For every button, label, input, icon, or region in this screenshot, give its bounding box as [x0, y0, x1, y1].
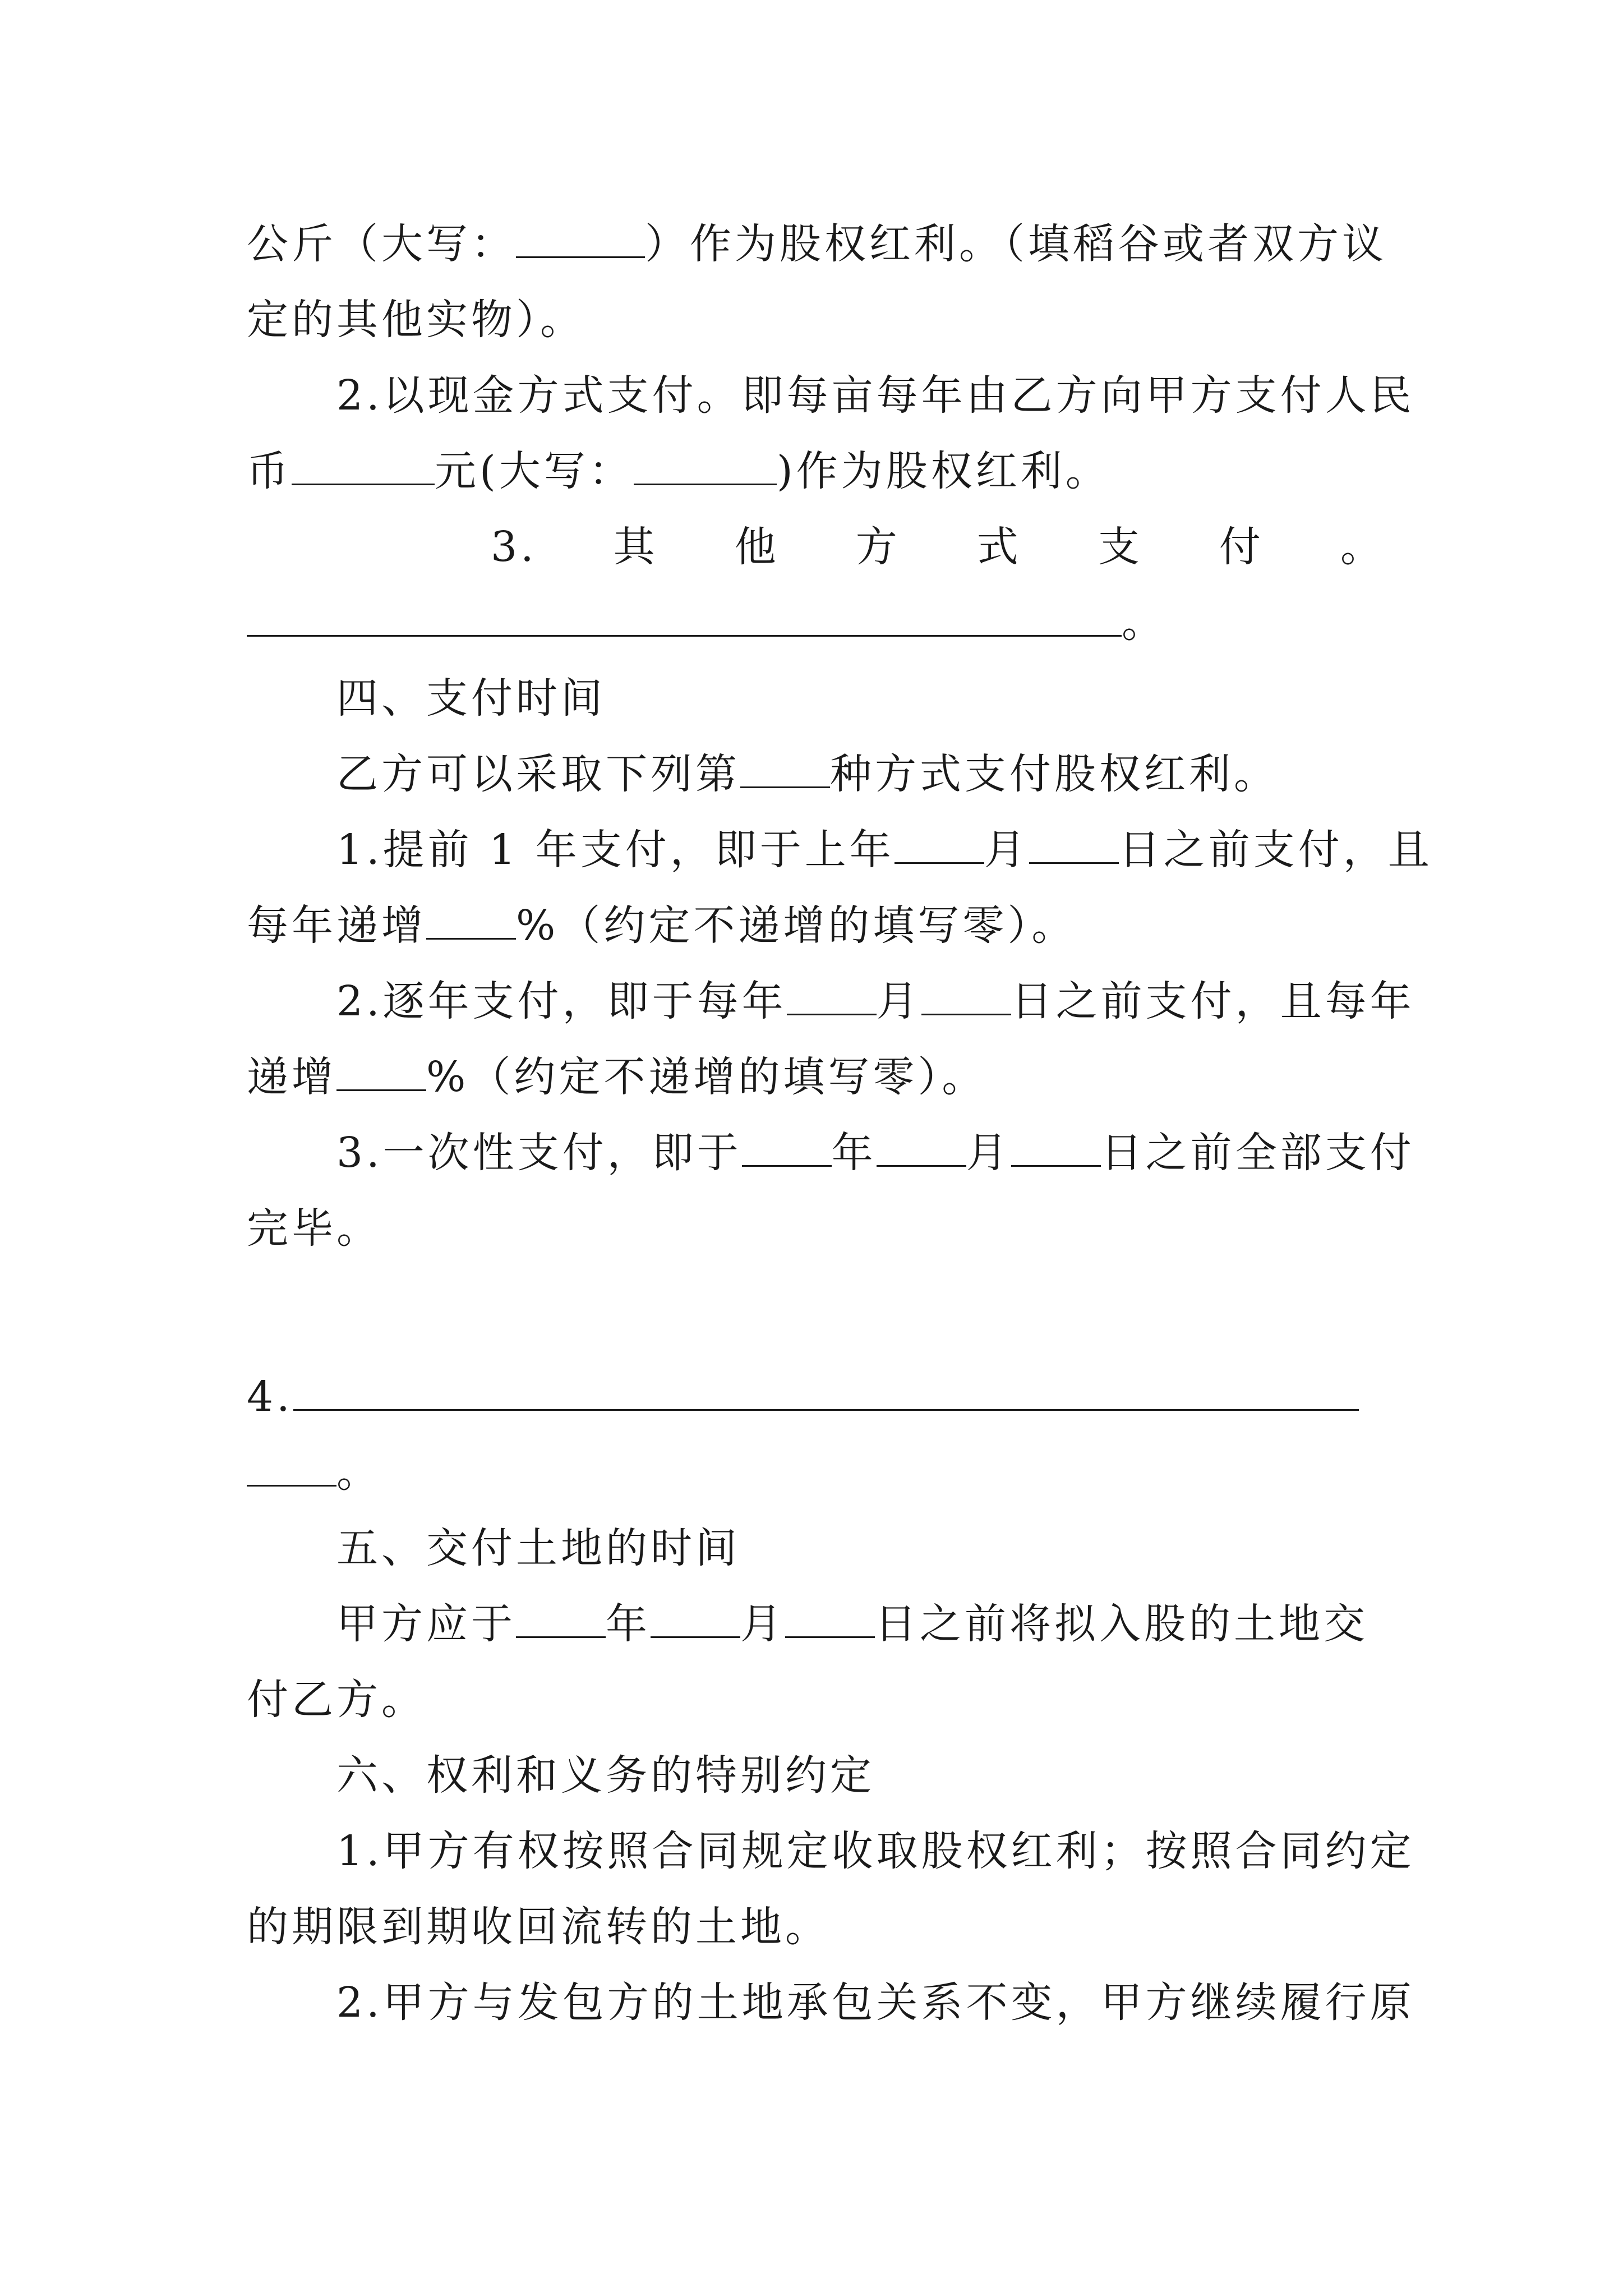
fill-blank: [921, 974, 1011, 1015]
fill-blank: [1011, 1126, 1101, 1167]
text-segment: 4.: [247, 1373, 293, 1421]
text-line-23: 2.甲方与发包方的土地承包关系不变，甲方继续履行原: [336, 1978, 1415, 2027]
text-segment: 2.逐年支付，即于每年: [336, 977, 787, 1025]
fill-blank: [247, 1446, 336, 1487]
text-line-18: [247, 1596, 1385, 1652]
fill-blank-long: [247, 596, 1122, 637]
fill-blank: [516, 217, 645, 258]
spread-char: 方: [855, 523, 901, 571]
text-segment: 元(大写：: [435, 447, 634, 495]
text-line-5-spread: [247, 519, 1385, 575]
text-line-15: [247, 1369, 1385, 1425]
fill-blank: [742, 1126, 832, 1167]
text-segment: ）作为股权红利。（填稻谷或者双方议: [645, 220, 1387, 268]
text-line-8: [247, 746, 1385, 802]
text-segment: 月: [984, 826, 1029, 874]
text-segment: 甲方应于: [336, 1600, 516, 1648]
text-line-16: [247, 1444, 1385, 1501]
text-segment: 日之前将拟入股的土地交: [875, 1600, 1368, 1648]
fill-blank: [895, 823, 984, 864]
spread-char: 3.: [491, 523, 537, 571]
fill-blank: [426, 899, 516, 940]
text-segment: 乙方可以采取下列第: [336, 750, 740, 798]
text-segment: 币: [247, 447, 292, 495]
text-line-6: [247, 595, 1385, 651]
text-segment: 日之前全部支付: [1100, 1129, 1415, 1177]
spread-char: 其: [613, 523, 658, 571]
fill-blank: [634, 444, 777, 485]
text-line-11: [247, 973, 1415, 1029]
spread-char: 。: [1340, 523, 1385, 571]
text-segment: 种方式支付股权红利。: [830, 750, 1279, 798]
text-segment: 。: [336, 1448, 381, 1497]
text-segment: 日之前支付，且每年: [1011, 977, 1415, 1025]
fill-blank: [651, 1597, 740, 1638]
fill-blank: [516, 1597, 606, 1638]
spread-char: 付: [1219, 523, 1264, 571]
text-line-9: [247, 822, 1433, 878]
text-line-13: [247, 1125, 1415, 1181]
text-line-2: 定的其他实物）。: [247, 296, 585, 344]
text-line-14: 完毕。: [247, 1204, 381, 1253]
section-heading-payment-time: 四、支付时间: [336, 674, 606, 723]
text-segment: 3.一次性支付，即于: [336, 1129, 742, 1177]
text-segment: 年: [831, 1129, 877, 1177]
section-heading-rights-obligations: 六、权利和义务的特别约定: [336, 1751, 875, 1800]
text-line-1: [247, 216, 1385, 272]
text-segment: 公斤（大写：: [247, 220, 516, 268]
text-segment: 递增: [247, 1053, 336, 1101]
text-segment: )作为股权红利。: [776, 447, 1110, 495]
text-segment: 月: [966, 1129, 1011, 1177]
text-segment: 月: [740, 1600, 785, 1648]
fill-blank: [787, 974, 877, 1015]
text-segment: 。: [1122, 599, 1166, 647]
fill-blank: [877, 1126, 966, 1167]
fill-blank: [740, 747, 830, 788]
text-line-22: 的期限到期收回流转的土地。: [247, 1903, 830, 1951]
fill-blank: [785, 1597, 875, 1638]
text-line-4: [247, 443, 1385, 499]
text-line-10: [247, 898, 1385, 954]
fill-blank: [1029, 823, 1119, 864]
text-segment: 日之前支付，且: [1118, 826, 1433, 874]
text-segment: 年: [606, 1600, 651, 1648]
section-heading-land-delivery: 五、交付土地的时间: [336, 1524, 740, 1572]
fill-blank-long: [293, 1370, 1359, 1411]
text-segment: 月: [876, 977, 921, 1025]
text-segment: %（约定不递增的填写零）。: [516, 901, 1077, 950]
text-segment: %（约定不递增的填写零）。: [426, 1053, 987, 1101]
text-line-19: 付乙方。: [247, 1676, 426, 1724]
spread-char: 支: [1098, 523, 1143, 571]
text-line-12: [247, 1049, 1385, 1105]
text-line-21: 1.甲方有权按照合同规定收取股权红利；按照合同约定: [336, 1827, 1415, 1875]
fill-blank: [292, 444, 435, 485]
spread-char: 他: [734, 523, 780, 571]
spread-char: 式: [976, 523, 1022, 571]
fill-blank: [336, 1050, 426, 1091]
text-line-3: 2.以现金方式支付。即每亩每年由乙方向甲方支付人民: [336, 371, 1415, 420]
text-segment: 每年递增: [247, 901, 426, 950]
text-segment: 1.提前 1 年支付，即于上年: [336, 826, 895, 874]
